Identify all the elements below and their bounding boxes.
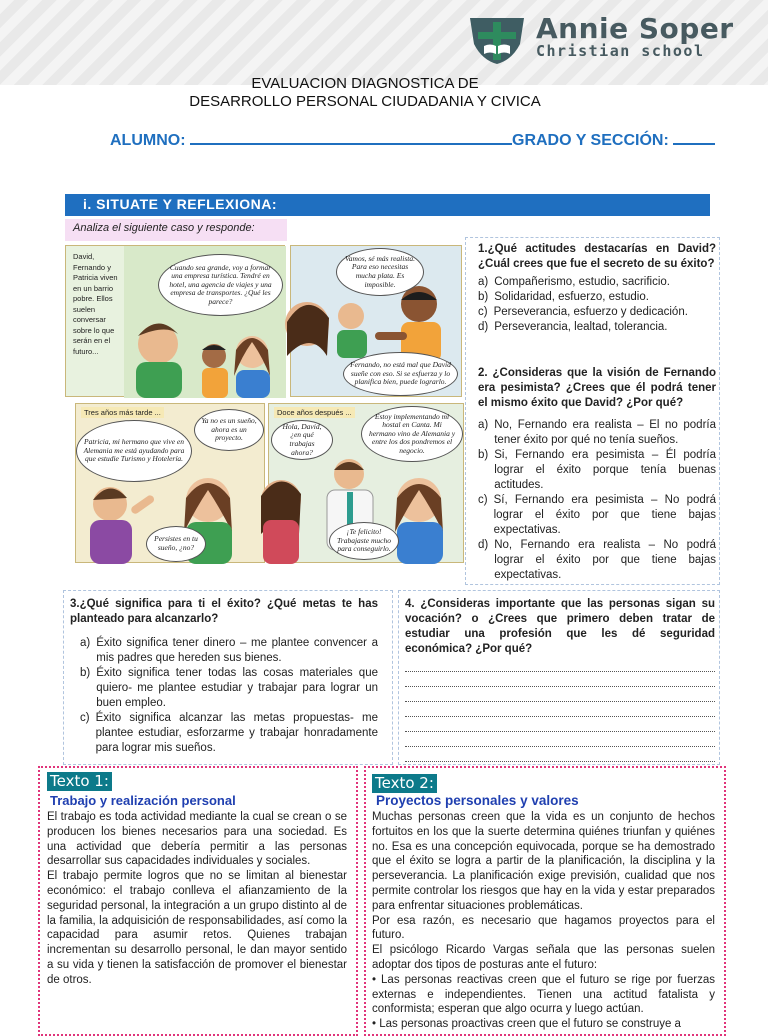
option-text: Perseverancia, esfuerzo y dedicación.	[493, 306, 688, 318]
question-1-text: 1.¿Qué actitudes destacarías en David? ¿Cuál crees que fue el secreto de su éxito?	[478, 243, 716, 270]
answer-option[interactable]	[478, 448, 716, 493]
option-text: Perseverancia, lealtad, tolerancia.	[494, 321, 668, 333]
option-text: Solidaridad, esfuerzo, estudio.	[494, 291, 649, 303]
option-letter: d)	[478, 539, 489, 551]
question-4	[405, 597, 715, 762]
speech-bubble: ¡Te felicito! Trabajaste mucho para conseguirlo.	[329, 522, 399, 560]
answer-line[interactable]	[405, 687, 715, 702]
question-2-text: 2. ¿Consideras que la visión de Fernando era pesimista? ¿Crees que él podrá tener el mismo éxito que David? ¿Por qué?	[478, 367, 716, 409]
option-letter: c)	[478, 494, 488, 506]
answer-line[interactable]	[405, 717, 715, 732]
school-name: Annie Soper	[536, 12, 734, 45]
option-letter: a)	[478, 276, 489, 288]
comic-panel-4	[268, 403, 464, 563]
texto-1-title: Trabajo y realización personal	[50, 793, 236, 808]
option-text: No, Fernando era realista – No podrá lograr el éxito por que tiene bajas expectativas.	[494, 539, 716, 581]
alumno-blank[interactable]	[190, 131, 512, 145]
option-text: Éxito significa tener todas las cosas materiales que quiero- me plantee estudiar y trabajar para lograr un buen empleo.	[96, 667, 378, 709]
option-text: No, Fernando era realista – El no podría tener éxito por qué no tenía sueños.	[494, 419, 716, 446]
question-3	[70, 597, 378, 756]
texto-2-label: Texto 2:	[372, 774, 437, 793]
comic-intro-text: David, Fernando y Patricia viven en un barrio pobre. Ellos suelen conversar sobre lo que serán en el futuro...	[73, 252, 118, 356]
answer-option[interactable]	[478, 493, 716, 538]
paragraph: Por esa razón, es necesario que hagamos proyectos para el futuro.	[372, 914, 715, 942]
speech-bubble: Cuando sea grande, voy a formar una empresa turística. Tendré en hotel, una agencia de viajes y una empresa de transportes. ¿Qué les parece?	[158, 254, 283, 316]
speech-bubble: Estoy implementando mi hostal en Canta. Mi hermano vino de Alemania y entre los dos pondremos el negocio.	[361, 406, 463, 462]
page-title	[150, 75, 580, 111]
comic-panel-2	[290, 245, 462, 397]
answer-option[interactable]	[478, 290, 716, 305]
shield-logo-icon	[462, 14, 532, 66]
answer-option[interactable]	[478, 418, 716, 448]
question-1	[478, 242, 716, 335]
option-letter: b)	[478, 291, 489, 303]
paragraph: El trabajo es toda actividad mediante la cual se crean o se producen los bienes necesarios para una sociedad. Es una actividad que debería permitir a las personas desarrollar sus capacidades individuales y sociales.	[47, 811, 347, 868]
answer-line[interactable]	[405, 657, 715, 672]
option-letter: a)	[80, 637, 91, 649]
comic-caption: Tres años más tarde ...	[81, 407, 164, 418]
answer-lines[interactable]	[405, 657, 715, 762]
speech-bubble: Ya no es un sueño, ahora es un proyecto.	[194, 409, 264, 451]
section-title: i. SITUATE Y REFLEXIONA:	[83, 196, 278, 212]
option-text: Éxito significa tener dinero – me plantee convencer a mis padres que hereden sus bienes.	[96, 637, 378, 664]
speech-bubble: Fernando, no está mal que David sueñe con eso. Si se esfuerza y lo planifica bien, puede lograrlo.	[343, 352, 458, 396]
question-3-text: 3.¿Qué significa para ti el éxito? ¿Qué metas te has planteado para alcanzarlo?	[70, 598, 378, 625]
speech-bubble: Vamos, sé más realista. Para eso necesitas mucha plata. Es imposible.	[336, 248, 424, 296]
title-line-2: DESARROLLO PERSONAL CIUDADANIA Y CIVICA	[189, 93, 541, 110]
texto-1-label: Texto 1:	[47, 772, 112, 791]
comic-panel-1	[65, 245, 285, 397]
option-text: Compañerismo, estudio, sacrificio.	[494, 276, 670, 288]
answer-line[interactable]	[405, 702, 715, 717]
option-letter: b)	[80, 667, 91, 679]
answer-line[interactable]	[405, 747, 715, 762]
paragraph: • Las personas reactivas creen que el futuro se rige por fuerzas externas e independientes. Tienen una actitud fatalista y conformista; esperan que algo ocurra y luego actúan.	[372, 973, 715, 1016]
question-2-options	[478, 418, 716, 583]
comic-panel-3	[75, 403, 265, 563]
option-text: Sí, Fernando era pesimista – No podrá lograr el éxito por que tiene bajas expectativas.	[493, 494, 716, 536]
answer-option[interactable]	[80, 711, 378, 756]
texto-1-body	[47, 810, 347, 988]
comic-caption: Doce años después ...	[274, 407, 355, 418]
question-2	[478, 366, 716, 583]
texto-2-title: Proyectos personales y valores	[376, 793, 579, 808]
option-letter: c)	[478, 306, 488, 318]
grado-label: GRADO Y SECCIÓN:	[512, 132, 669, 149]
option-letter: d)	[478, 321, 489, 333]
paragraph: • Las personas proactivas creen que el futuro se construye a	[372, 1018, 681, 1031]
answer-option[interactable]	[80, 666, 378, 711]
question-3-options	[70, 636, 378, 756]
speech-bubble: Persistes en tu sueño, ¿no?	[146, 526, 206, 562]
alumno-label: ALUMNO:	[110, 132, 186, 149]
option-text: Éxito significa alcanzar las metas propuestas- me plantee estudiar, esforzarme y trabajar honradamente para lograr mis sueños.	[95, 712, 378, 754]
paragraph: Muchas personas creen que la vida es un conjunto de hechos fortuitos en los que la suerte determina quiénes triunfan y quiénes no. Esa es una concepción equivocada, porque se ha demostrado que el éxito se logra a partir de la planificación, la disciplina y la perseverancia. La planificación exige previsión, cualidad que nos permite controlar los riesgos que hay en la vida y estar preparados para enfrentar situaciones problemáticas.	[372, 811, 715, 912]
speech-bubble: Hola, David, ¿en qué trabajas ahora?	[271, 420, 333, 460]
answer-option[interactable]	[478, 305, 716, 320]
option-letter: c)	[80, 712, 90, 724]
student-info-line	[110, 131, 715, 150]
section-header	[65, 194, 710, 216]
answer-line[interactable]	[405, 672, 715, 687]
texto-2-body	[372, 810, 715, 1032]
answer-option[interactable]	[80, 636, 378, 666]
instruction-box: Analiza el siguiente caso y responde:	[65, 219, 287, 241]
answer-option[interactable]	[478, 275, 716, 290]
comic-strip	[60, 240, 465, 590]
option-letter: b)	[478, 449, 489, 461]
title-line-1: EVALUACION DIAGNOSTICA DE	[251, 75, 479, 92]
answer-option[interactable]	[478, 538, 716, 583]
question-4-text: 4. ¿Consideras importante que las personas sigan su vocación? o ¿Crees que primero deben tratar de estudiar una profesión que les dé seguridad económica? ¿Por qué?	[405, 598, 715, 655]
paragraph: El trabajo permite logros que no se limitan al bienestar económico: el trabajo conlleva el afianzamiento de la seguridad personal, la integración a un grupo distinto al de la familia, la adquisición de responsabilidades, así como la capacidad para asumir retos. Quienes trabajan incrementan su desarrollo personal, le dan mayor sentido a su vida y tienen la satisfacción de promover el bienestar de otros.	[47, 870, 347, 986]
answer-line[interactable]	[405, 732, 715, 747]
option-letter: a)	[478, 419, 489, 431]
option-text: Si, Fernando era pesimista – Él podría lograr el éxito porque tenía buenas actitudes.	[494, 449, 716, 491]
school-subtitle: Christian school	[536, 42, 705, 60]
paragraph: El psicólogo Ricardo Vargas señala que las personas suelen adoptar dos tipos de posturas ante el futuro:	[372, 944, 715, 971]
speech-bubble: Patricia, mi hermano que vive en Alemania me está ayudando para que estudie Turismo y Hotelería.	[76, 420, 192, 482]
question-1-options	[478, 275, 716, 335]
grado-blank[interactable]	[673, 131, 715, 145]
answer-option[interactable]	[478, 320, 716, 335]
